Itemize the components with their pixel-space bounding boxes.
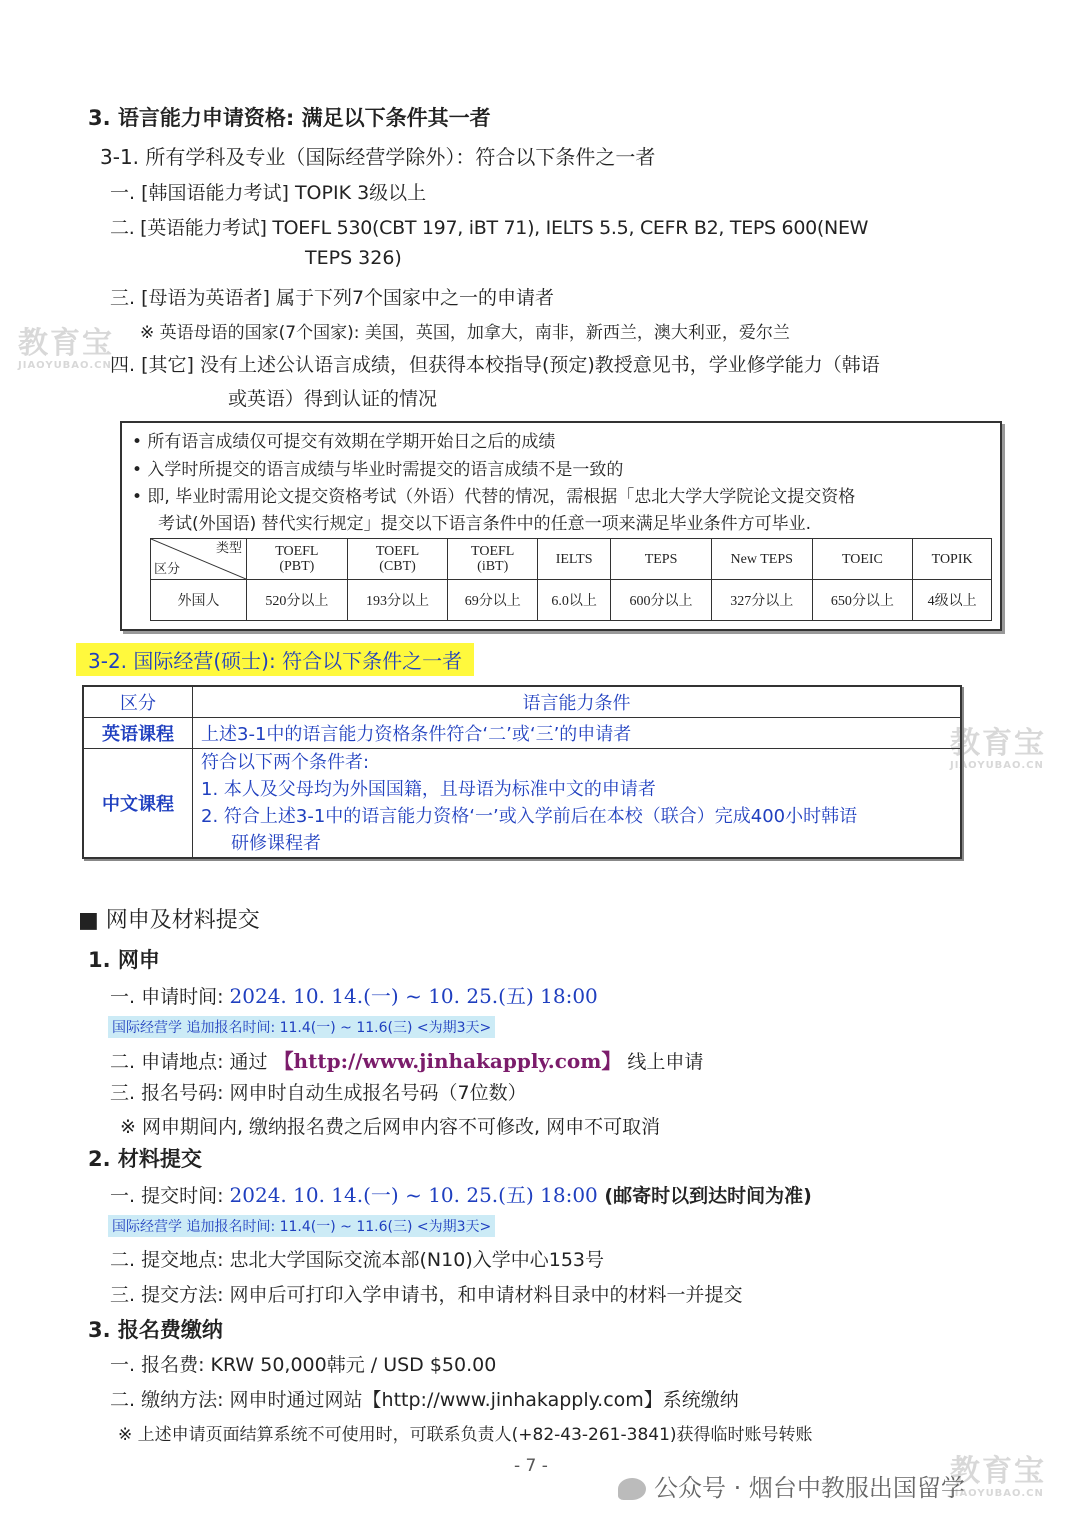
wechat-icon <box>618 1478 646 1500</box>
cond-col-condition: 语言能力条件 <box>193 686 962 718</box>
chinese-cond-2-cont: 研修课程者 <box>231 833 321 854</box>
item-3: 三. [母语为英语者] 属于下列7个国家中之一的申请者 <box>110 287 555 309</box>
col-header: TOEIC <box>812 539 913 580</box>
col-header: New TEPS <box>711 539 812 580</box>
fee-note: ※ 上述申请页面结算系统不可使用时，可联系负责人(+82-43-261-3841)获得临时账号转账 <box>118 1425 813 1445</box>
score-table <box>150 538 992 621</box>
watermark-left: 教育宝 JIAOYUBAO.CN <box>18 326 114 371</box>
submit-time-note: (邮寄时以到达时间为准) <box>597 1185 812 1207</box>
corner-cell <box>151 539 247 580</box>
chinese-cond-1: 1. 本人及父母均为外国国籍，且母语为标准中文的申请者 <box>201 779 656 800</box>
row-label: 外国人 <box>151 580 247 621</box>
apply-time <box>110 980 598 1009</box>
corner-type: 类型 <box>215 541 242 556</box>
condition-table <box>82 685 962 859</box>
sub-3-2-title: 3-2. 国际经营(硕士): 符合以下条件之一者 <box>76 643 474 676</box>
apply-h1: 1. 网申 <box>88 948 160 972</box>
item-2-cont: TEPS 326) <box>305 247 402 269</box>
item-4: 四. [其它] 没有上述公认语言成绩，但获得本校指导(预定)教授意见书，学业修学能力（韩语 <box>110 354 880 376</box>
apply-section-title: ■ 网申及材料提交 <box>78 908 260 933</box>
col-header: IELTS <box>538 539 611 580</box>
wechat-footer <box>618 1468 965 1503</box>
section-3-title: 3. 语言能力申请资格: 满足以下条件其一者 <box>88 106 491 130</box>
note-1: • 所有语言成绩仅可提交有效期在学期开始日之后的成绩 <box>132 432 556 452</box>
chinese-course-text <box>193 749 962 859</box>
item-4-cont: 或英语）得到认证的情况 <box>228 388 438 410</box>
chinese-course-label: 中文课程 <box>83 749 193 859</box>
cond-col-division: 区分 <box>83 686 193 718</box>
col-header: TOEFL (PBT) <box>247 539 348 580</box>
chinese-cond-2: 2. 符合上述3-1中的语言能力资格‘一’或入学前后在本校（联合）完成400小时韩语 <box>201 806 858 827</box>
note-2: • 入学时所提交的语言成绩与毕业时需提交的语言成绩不是一致的 <box>132 460 624 480</box>
submit-time-value: 2024. 10. 14.(一) ~ 10. 25.(五) 18:00 <box>229 1183 598 1207</box>
extra-period-1: 国际经营学 追加报名时间: 11.4(一) ~ 11.6(三) <为期3天> <box>108 1016 495 1038</box>
apply-url-link[interactable]: 【http://www.jinhakapply.com】 <box>273 1049 622 1073</box>
score-cell: 6.0以上 <box>538 580 611 621</box>
apply-place <box>110 1045 703 1074</box>
corner-division: 区分 <box>154 562 181 577</box>
apply-time-value: 2024. 10. 14.(一) ~ 10. 25.(五) 18:00 <box>229 984 598 1008</box>
submit-method: 三. 提交方法: 网申后可打印入学申请书，和申请材料目录中的材料一并提交 <box>110 1284 743 1306</box>
watermark-bottom: 教育宝 JIAOYUBAO.CN <box>950 1454 1046 1499</box>
apply-h3: 3. 报名费缴纳 <box>88 1318 223 1342</box>
wechat-account-name: 公众号 · 烟台中教服出国留学 <box>654 1474 965 1502</box>
submit-time-label: 一. 提交时间: <box>110 1185 230 1207</box>
score-cell: 4级以上 <box>913 580 992 621</box>
item-3-note: ※ 英语母语的国家(7个国家): 美国，英国，加拿大，南非，新西兰，澳大利亚，爱尔兰 <box>140 323 790 343</box>
fee-amount: 一. 报名费: KRW 50,000韩元 / USD $50.00 <box>110 1354 497 1376</box>
score-cell: 520分以上 <box>247 580 348 621</box>
col-header: TOPIK <box>913 539 992 580</box>
col-header: TOEFL (CBT) <box>347 539 448 580</box>
sub-3-1: 3-1. 所有学科及专业（国际经营学除外）：符合以下条件之一者 <box>100 145 656 169</box>
apply-time-label: 一. 申请时间: <box>110 986 230 1008</box>
page-number: - 7 - <box>514 1456 548 1476</box>
note-3-cont: 考试(外国语) 替代实行规定」提交以下语言条件中的任意一项来满足毕业条件方可毕业. <box>158 514 812 534</box>
score-cell: 193分以上 <box>347 580 448 621</box>
apply-place-tail: 线上申请 <box>621 1051 704 1073</box>
apply-place-label: 二. 申请地点: 通过 <box>110 1051 274 1073</box>
item-1: 一. [韩国语能力考试] TOPIK 3级以上 <box>110 182 427 204</box>
score-cell: 327分以上 <box>711 580 812 621</box>
chinese-cond-intro: 符合以下两个条件者: <box>201 752 370 773</box>
item-2: 二. [英语能力考试] TOEFL 530(CBT 197, iBT 71), IELTS 5.5, CEFR B2, TEPS 600(NEW <box>110 217 869 239</box>
score-cell: 600分以上 <box>611 580 712 621</box>
submit-time <box>110 1179 812 1208</box>
apply-number: 三. 报名号码: 网申时自动生成报名号码（7位数） <box>110 1082 527 1104</box>
extra-period-2: 国际经营学 追加报名时间: 11.4(一) ~ 11.6(三) <为期3天> <box>108 1215 495 1237</box>
watermark-right: 教育宝 JIAOYUBAO.CN <box>950 726 1046 771</box>
english-course-text: 上述3-1中的语言能力资格条件符合‘二’或‘三’的申请者 <box>193 718 962 749</box>
col-header: TOEFL (iBT) <box>448 539 538 580</box>
score-cell: 69分以上 <box>448 580 538 621</box>
apply-warning: ※ 网申期间内, 缴纳报名费之后网申内容不可修改, 网申不可取消 <box>120 1116 661 1138</box>
score-cell: 650分以上 <box>812 580 913 621</box>
col-header: TEPS <box>611 539 712 580</box>
note-3: • 即, 毕业时需用论文提交资格考试（外语）代替的情况，需根据「忠北大学大学院论文提交资格 <box>132 487 856 507</box>
english-course-label: 英语课程 <box>83 718 193 749</box>
apply-h2: 2. 材料提交 <box>88 1147 202 1171</box>
submit-place: 二. 提交地点: 忠北大学国际交流本部(N10)入学中心153号 <box>110 1249 605 1271</box>
fee-payment: 二. 缴纳方法: 网申时通过网站【http://www.jinhakapply.com】系统缴纳 <box>110 1389 739 1411</box>
